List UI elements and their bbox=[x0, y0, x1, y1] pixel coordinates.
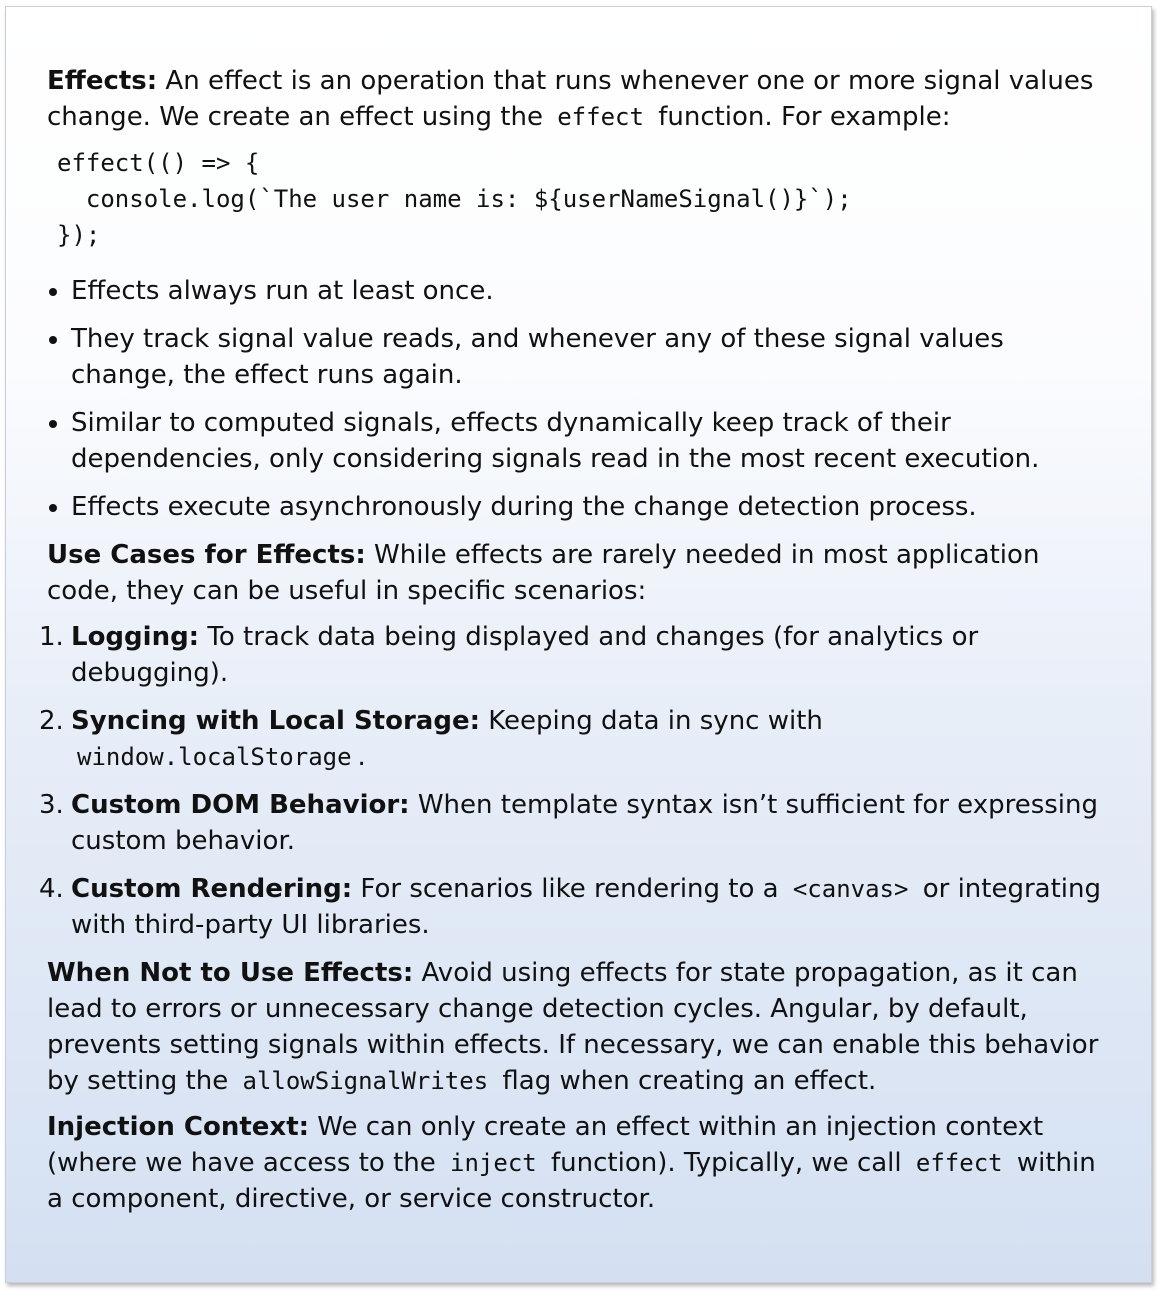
use-case-title: Syncing with Local Storage: bbox=[71, 706, 480, 736]
bullet-text: Effects always run at least once. bbox=[71, 276, 494, 306]
effects-text-a: An effect is an operation that runs whenever one or more signal values change. We create an effect using the bbox=[47, 66, 1094, 132]
use-case-number: 2. bbox=[39, 706, 64, 736]
injection-text-c: within a component, directive, or service constructor. bbox=[47, 1148, 1096, 1214]
use-case-item bbox=[39, 871, 1111, 943]
code-line-3: }); bbox=[57, 221, 101, 249]
when-not-heading: When Not to Use Effects: bbox=[47, 958, 414, 988]
use-case-text-after: . bbox=[357, 742, 366, 772]
use-case-text: When template syntax isn’t sufficient for expressing custom behavior. bbox=[71, 790, 1099, 856]
injection-heading: Injection Context: bbox=[47, 1112, 310, 1142]
use-case-code: window.localStorage bbox=[77, 743, 352, 771]
use-case-text: To track data being displayed and changes (for analytics or debugging). bbox=[71, 622, 979, 688]
when-not-text-b: flag when creating an effect. bbox=[494, 1066, 877, 1096]
effects-bullet-list bbox=[47, 273, 1111, 525]
use-cases-list bbox=[39, 619, 1111, 943]
bullet-text: Similar to computed signals, effects dynamically keep track of their dependencies, only considering signals read in the most recent execution. bbox=[71, 408, 1040, 474]
use-case-code: <canvas> bbox=[792, 875, 909, 903]
use-case-number: 4. bbox=[39, 874, 64, 904]
use-case-number: 3. bbox=[39, 790, 64, 820]
use-case-number: 1. bbox=[39, 622, 64, 652]
use-case-item bbox=[39, 787, 1111, 859]
effects-text-b: function. For example: bbox=[649, 102, 951, 132]
bullet-dot-icon bbox=[49, 288, 57, 296]
code-line-1: effect(() => { bbox=[57, 149, 260, 177]
use-case-title: Logging: bbox=[71, 622, 200, 652]
bullet-dot-icon bbox=[49, 420, 57, 428]
when-not-text-a: Avoid using effects for state propagation, as it can lead to errors or unnecessary change detection cycles. Angular, by default, prevents setting signals within effects. If necessary, we can enable this behavior by setting the bbox=[47, 958, 1099, 1096]
injection-paragraph bbox=[47, 1109, 1111, 1217]
use-case-text: Keeping data in sync with bbox=[479, 706, 823, 736]
use-cases-heading: Use Cases for Effects: bbox=[47, 540, 366, 570]
effects-heading: Effects: bbox=[47, 66, 158, 96]
injection-text-b: function). Typically, we call bbox=[542, 1148, 910, 1178]
injection-code-effect: effect bbox=[915, 1149, 1003, 1177]
effects-paragraph bbox=[47, 63, 1111, 135]
bullet-dot-icon bbox=[49, 504, 57, 512]
injection-code-inject: inject bbox=[450, 1149, 537, 1177]
when-not-paragraph bbox=[47, 955, 1111, 1099]
bullet-item bbox=[47, 405, 1111, 477]
use-case-text: For scenarios like rendering to a bbox=[352, 874, 787, 904]
code-line-2: console.log(`The user name is: ${userNameSignal()}`); bbox=[57, 185, 852, 213]
when-not-code: allowSignalWrites bbox=[242, 1067, 489, 1095]
bullet-text: Effects execute asynchronously during the change detection process. bbox=[71, 492, 977, 522]
use-cases-text: While effects are rarely needed in most application code, they can be useful in specific scenarios: bbox=[47, 540, 1040, 606]
use-cases-paragraph bbox=[47, 537, 1111, 609]
bullet-dot-icon bbox=[49, 336, 57, 344]
use-case-title: Custom DOM Behavior: bbox=[71, 790, 410, 820]
bullet-text: They track signal value reads, and whenever any of these signal values change, the effect runs again. bbox=[71, 324, 1004, 390]
use-case-item bbox=[39, 703, 1111, 775]
bullet-item bbox=[47, 273, 1111, 309]
use-case-item bbox=[39, 619, 1111, 691]
content-card bbox=[5, 6, 1152, 1283]
bullet-item bbox=[47, 321, 1111, 393]
bullet-item bbox=[47, 489, 1111, 525]
effects-code: effect bbox=[557, 103, 644, 131]
injection-text-a: We can only create an effect within an injection context (where we have access to the bbox=[47, 1112, 1044, 1178]
use-case-text-after: or integrating with third-party UI libraries. bbox=[71, 874, 1101, 940]
use-case-title: Custom Rendering: bbox=[71, 874, 353, 904]
code-example bbox=[57, 145, 1111, 253]
